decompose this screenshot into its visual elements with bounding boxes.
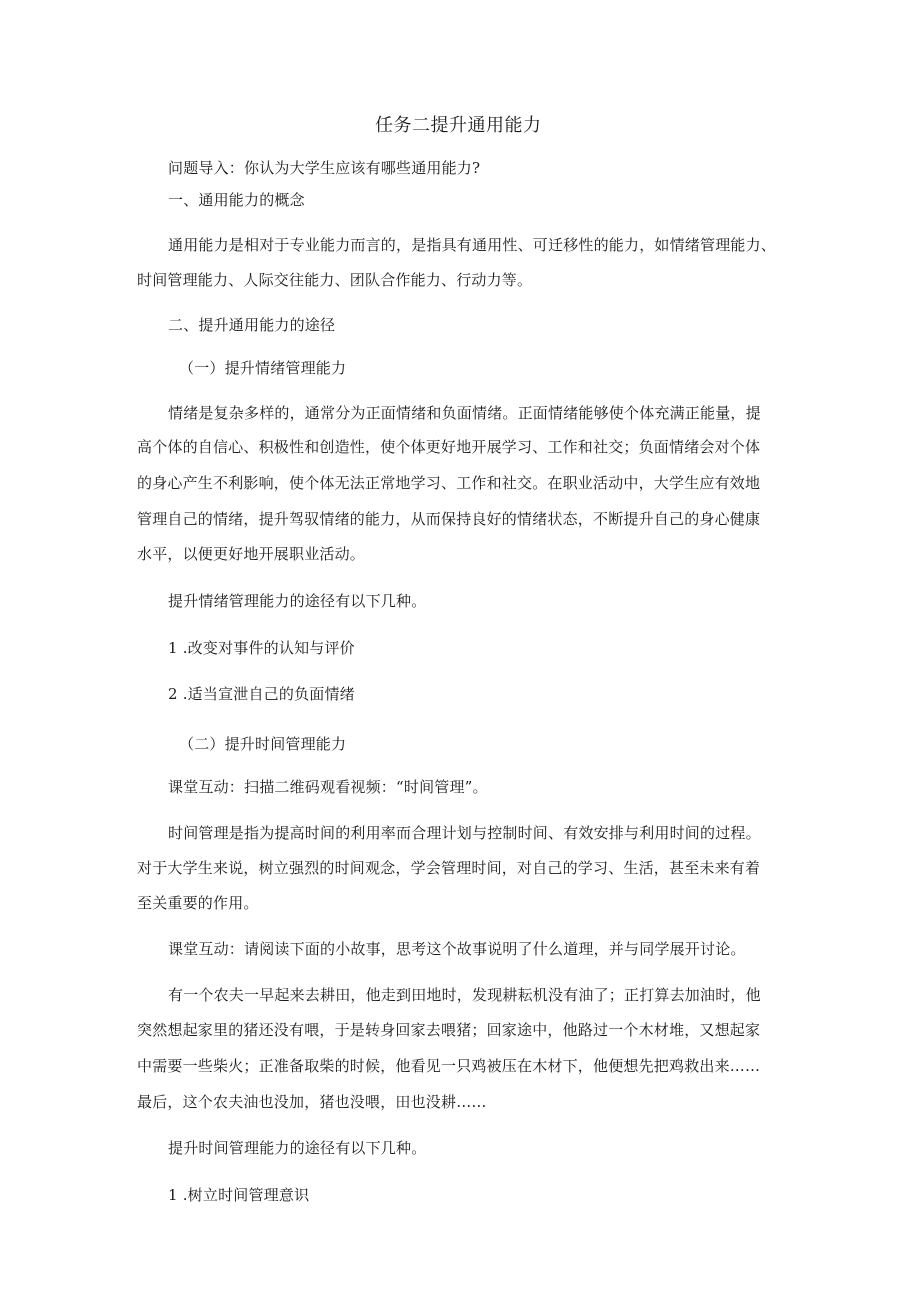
ways-intro-emotion: 提升情绪管理能力的途径有以下几种。 <box>168 592 427 610</box>
list-item: 1 .改变对事件的认知与评价 <box>168 639 355 657</box>
paragraph-line: 对于大学生来说，树立强烈的时间观念，学会管理时间，对自己的学习、生活，甚至未来有着 <box>137 859 761 877</box>
paragraph-line: 的身心产生不利影响，使个体无法正常地学习、工作和社交。在职业活动中，大学生应有效地 <box>137 474 761 492</box>
story-line: 突然想起家里的猪还没有喂，于是转身回家去喂猪；回家途中，他路过一个木材堆，又想起家 <box>137 1021 761 1039</box>
subsection-heading-emotion: （一）提升情绪管理能力 <box>179 359 347 377</box>
story-line: 中需要一些柴火；正准备取柴的时候，他看见一只鸡被压在木材下，他便想先把鸡救出来…… <box>137 1057 761 1075</box>
paragraph-line: 至关重要的作用。 <box>137 894 259 912</box>
subsection-heading-time: （二）提升时间管理能力 <box>179 735 347 753</box>
page-title: 任务二提升通用能力 <box>375 115 542 136</box>
paragraph-line: 时间管理能力、人际交往能力、团队合作能力、行动力等。 <box>137 271 533 289</box>
paragraph-line: 水平，以便更好地开展职业活动。 <box>137 545 366 563</box>
section-heading-ways: 二、提升通用能力的途径 <box>168 316 336 334</box>
story-line: 最后，这个农夫油也没加，猪也没喂，田也没耕…… <box>137 1093 487 1111</box>
story-line: 有一个农夫一早起来去耕田，他走到田地时，发现耕耘机没有油了；正打算去加油时，他 <box>168 986 761 1004</box>
class-interaction-story: 课堂互动：请阅读下面的小故事，思考这个故事说明了什么道理，并与同学展开讨论。 <box>168 940 746 958</box>
intro-question: 问题导入：你认为大学生应该有哪些通用能力? <box>168 159 481 177</box>
class-interaction-video: 课堂互动：扫描二维码观看视频：“时间管理”。 <box>168 778 488 796</box>
list-item: 1 .树立时间管理意识 <box>168 1186 310 1204</box>
paragraph-line: 管理自己的情绪，提升驾驭情绪的能力，从而保持良好的情绪状态，不断提升自己的身心健康 <box>137 510 761 528</box>
list-item: 2 .适当宣泄自己的负面情绪 <box>168 685 355 703</box>
section-heading-concept: 一、通用能力的概念 <box>168 191 305 209</box>
paragraph-line: 时间管理是指为提高时间的利用率而合理计划与控制时间、有效安排与利用时间的过程。 <box>168 824 761 842</box>
paragraph-line: 高个体的自信心、积极性和创造性，使个体更好地开展学习、工作和社交；负面情绪会对个体 <box>137 438 761 456</box>
paragraph-line: 通用能力是相对于专业能力而言的，是指具有通用性、可迁移性的能力，如情绪管理能力、 <box>168 236 777 254</box>
ways-intro-time: 提升时间管理能力的途径有以下几种。 <box>168 1139 427 1157</box>
paragraph-line: 情绪是复杂多样的，通常分为正面情绪和负面情绪。正面情绪能够使个体充满正能量，提 <box>168 404 761 422</box>
